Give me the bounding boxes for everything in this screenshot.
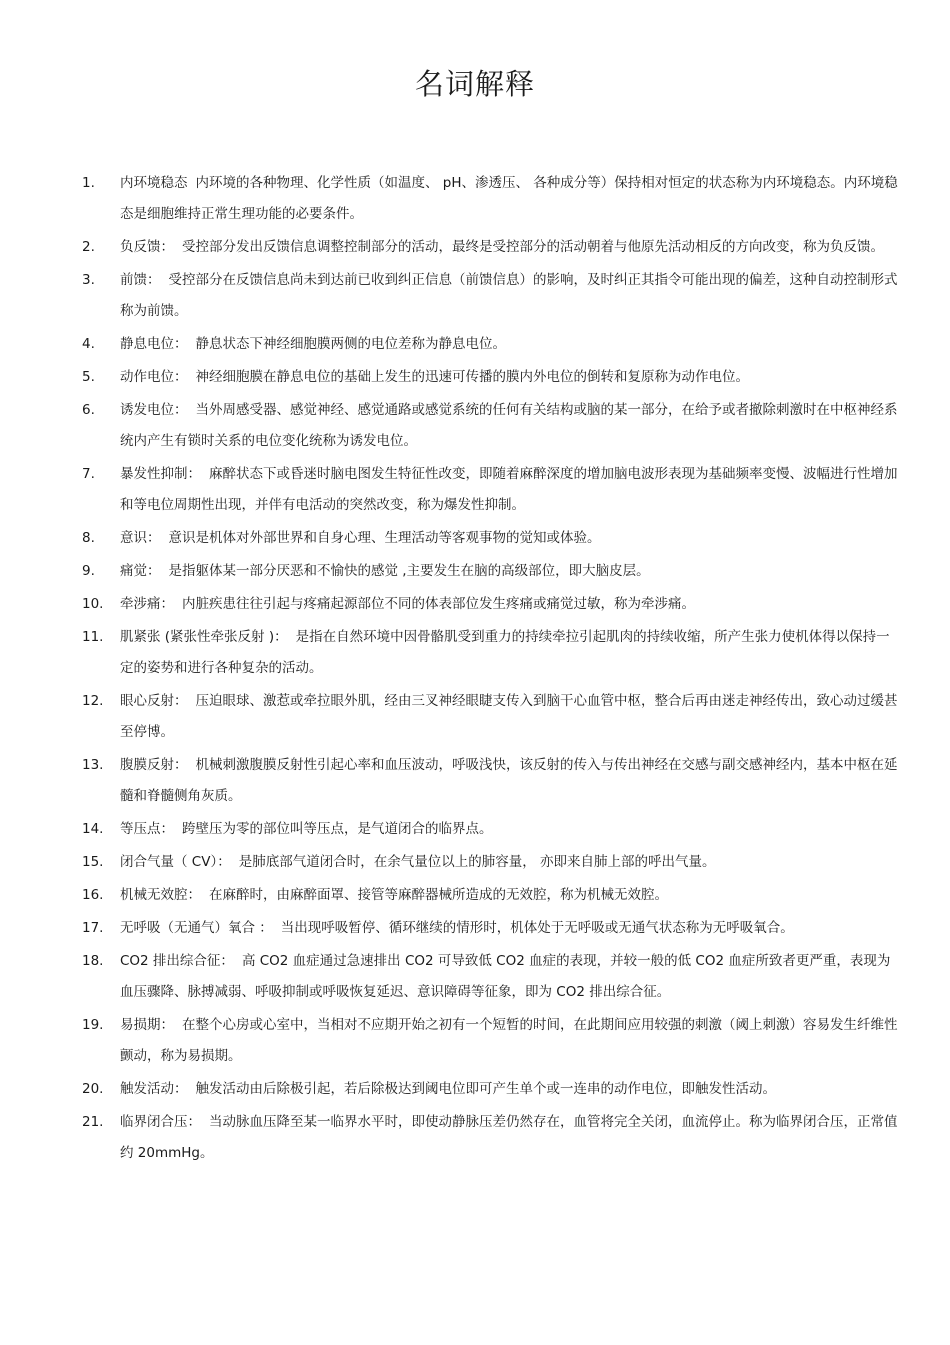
term-entry xyxy=(82,1107,902,1169)
entry-number: 12. xyxy=(82,693,104,709)
entry-body xyxy=(120,946,902,1008)
entry-body xyxy=(120,1107,902,1169)
entry-definition: 内脏疾患往往引起与疼痛起源部位不同的体表部位发生疼痛或痛觉过敏，称为牵涉痛。 xyxy=(182,596,695,612)
entry-term: 痛觉： xyxy=(120,563,161,579)
term-entry xyxy=(82,168,902,230)
entry-number: 15. xyxy=(82,854,104,870)
entry-definition: 在整个心房或心室中，当相对不应期开始之初有一个短暂的时间，在此期间应用较强的刺激（阈上刺激）容易发生纤维性颤动，称为易损期。 xyxy=(120,1017,898,1064)
entry-definition: 高 CO2 血症通过急速排出 CO2 可导致低 CO2 血症的表现，并较一般的低 CO2 血症所致者更严重，表现为血压骤降、脉搏减弱、呼吸抑制或呼吸恢复延迟、意识障碍等征象，即为 CO2 排出综合征。 xyxy=(120,953,891,1000)
entry-body xyxy=(120,459,902,521)
entry-body xyxy=(120,523,902,554)
entry-body xyxy=(120,1010,902,1072)
entry-number: 4. xyxy=(82,336,95,352)
entry-body xyxy=(120,329,902,360)
entry-term: 临界闭合压： xyxy=(120,1114,201,1130)
entry-body xyxy=(120,913,902,944)
entry-number: 6. xyxy=(82,402,95,418)
term-entry xyxy=(82,329,902,360)
term-entry xyxy=(82,395,902,457)
entry-number: 20. xyxy=(82,1081,104,1097)
term-entry xyxy=(82,1074,902,1105)
term-entry xyxy=(82,880,902,911)
entry-definition: 当外周感受器、感觉神经、感觉通路或感觉系统的任何有关结构或脑的某一部分，在给予或者撤除刺激时在中枢神经系统内产生有锁时关系的电位变化统称为诱发电位。 xyxy=(120,402,898,449)
entry-term: 等压点： xyxy=(120,821,174,837)
term-entry xyxy=(82,362,902,393)
page-title: 名词解释 xyxy=(414,67,535,101)
entry-definition: 是指躯体某一部分厌恶和不愉快的感觉 ,主要发生在脑的高级部位，即大脑皮层。 xyxy=(168,563,650,579)
entry-number: 17. xyxy=(82,920,104,936)
entry-body xyxy=(120,750,902,812)
entry-definition: 是肺底部气道闭合时，在余气量位以上的肺容量， 亦即来自肺上部的呼出气量。 xyxy=(238,854,716,870)
term-entry xyxy=(82,814,902,845)
entry-number: 16. xyxy=(82,887,104,903)
entry-number: 10. xyxy=(82,596,104,612)
term-entry xyxy=(82,265,902,327)
entry-number: 5. xyxy=(82,369,95,385)
entry-definition: 当出现呼吸暂停、循环继续的情形时，机体处于无呼吸或无通气状态称为无呼吸氧合。 xyxy=(280,920,794,936)
term-entry xyxy=(82,946,902,1008)
entry-body xyxy=(120,880,902,911)
entry-number: 19. xyxy=(82,1017,104,1033)
entry-body xyxy=(120,395,902,457)
entry-number: 13. xyxy=(82,757,104,773)
entry-body xyxy=(120,232,902,263)
entry-body xyxy=(120,168,902,230)
entry-number: 7. xyxy=(82,466,95,482)
entry-definition: 静息状态下神经细胞膜两侧的电位差称为静息电位。 xyxy=(195,336,506,352)
term-entry xyxy=(82,622,902,684)
term-entry xyxy=(82,686,902,748)
entry-term: 闭合气量（ CV）： xyxy=(120,854,231,870)
entry-number: 18. xyxy=(82,953,104,969)
entry-number: 2. xyxy=(82,239,95,255)
entry-number: 8. xyxy=(82,530,95,546)
entry-definition: 是指在自然环境中因骨骼肌受到重力的持续牵拉引起肌肉的持续收缩，所产生张力使机体得以保持一定的姿势和进行各种复杂的活动。 xyxy=(120,629,890,676)
entry-definition: 触发活动由后除极引起，若后除极达到阈电位即可产生单个或一连串的动作电位，即触发性活动。 xyxy=(195,1081,776,1097)
entry-definition: 跨壁压为零的部位叫等压点，是气道闭合的临界点。 xyxy=(182,821,493,837)
entry-term: 触发活动： xyxy=(120,1081,188,1097)
entry-term: 诱发电位： xyxy=(120,402,188,418)
entry-term: 机械无效腔： xyxy=(120,887,201,903)
entry-term: 牵涉痛： xyxy=(120,596,174,612)
term-entry xyxy=(82,589,902,620)
term-entry xyxy=(82,232,902,263)
entry-term: 静息电位： xyxy=(120,336,188,352)
entry-number: 14. xyxy=(82,821,104,837)
entry-term: CO2 排出综合征： xyxy=(120,953,234,969)
entry-body xyxy=(120,265,902,327)
entry-term: 无呼吸（无通气）氧合 ： xyxy=(120,920,273,936)
term-entry xyxy=(82,847,902,878)
entry-definition: 麻醉状态下或昏迷时脑电图发生特征性改变，即随着麻醉深度的增加脑电波形表现为基础频率变慢、波幅进行性增加和等电位周期性出现，并伴有电活动的突然改变，称为爆发性抑制。 xyxy=(120,466,898,513)
entry-definition: 受控部分发出反馈信息调整控制部分的活动，最终是受控部分的活动朝着与他原先活动相反的方向改变，称为负反馈。 xyxy=(182,239,884,255)
entry-number: 11. xyxy=(82,629,104,645)
entry-term: 腹膜反射： xyxy=(120,757,188,773)
entry-number: 1. xyxy=(82,175,95,191)
entry-term: 前馈： xyxy=(120,272,161,288)
entry-term: 意识： xyxy=(120,530,161,546)
entry-body xyxy=(120,589,902,620)
term-entry xyxy=(82,913,902,944)
entry-definition: 意识是机体对外部世界和自身心理、生理活动等客观事物的觉知或体验。 xyxy=(168,530,601,546)
entry-body xyxy=(120,622,902,684)
entry-number: 21. xyxy=(82,1114,104,1130)
entry-term: 内环境稳态 xyxy=(120,175,188,191)
entry-definition: 神经细胞膜在静息电位的基础上发生的迅速可传播的膜内外电位的倒转和复原称为动作电位。 xyxy=(195,369,749,385)
entry-term: 负反馈： xyxy=(120,239,174,255)
entry-definition: 机械刺激腹膜反射性引起心率和血压波动，呼吸浅快，该反射的传入与传出神经在交感与副交感神经内，基本中枢在延髓和脊髓侧角灰质。 xyxy=(120,757,898,804)
entry-term: 眼心反射： xyxy=(120,693,188,709)
term-entry xyxy=(82,459,902,521)
entry-body xyxy=(120,1074,902,1105)
entry-body xyxy=(120,686,902,748)
term-entry xyxy=(82,750,902,812)
entry-term: 暴发性抑制： xyxy=(120,466,201,482)
entry-definition: 在麻醉时，由麻醉面罩、接管等麻醉器械所造成的无效腔，称为机械无效腔。 xyxy=(209,887,668,903)
entry-definition: 内环境的各种物理、化学性质（如温度、 pH、渗透压、 各种成分等）保持相对恒定的状态称为内环境稳态。内环境稳态是细胞维持正常生理功能的必要条件。 xyxy=(120,175,898,222)
term-list xyxy=(82,168,902,1171)
entry-definition: 压迫眼球、激惹或牵拉眼外肌，经由三叉神经眼睫支传入到脑干心血管中枢，整合后再由迷走神经传出，致心动过缓甚至停博。 xyxy=(120,693,898,740)
entry-term: 肌紧张 (紧张性牵张反射 )： xyxy=(120,629,288,645)
term-entry xyxy=(82,523,902,554)
entry-number: 9. xyxy=(82,563,95,579)
entry-body xyxy=(120,814,902,845)
entry-term: 动作电位： xyxy=(120,369,188,385)
entry-definition: 当动脉血压降至某一临界水平时，即使动静脉压差仍然存在，血管将完全关闭，血流停止。称为临界闭合压，正常值约 20mmHg。 xyxy=(120,1114,898,1161)
entry-body xyxy=(120,556,902,587)
term-entry xyxy=(82,556,902,587)
entry-term: 易损期： xyxy=(120,1017,174,1033)
entry-definition: 受控部分在反馈信息尚未到达前已收到纠正信息（前馈信息）的影响，及时纠正其指令可能出现的偏差，这种自动控制形式称为前馈。 xyxy=(120,272,898,319)
term-entry xyxy=(82,1010,902,1072)
entry-body xyxy=(120,847,902,878)
entry-number: 3. xyxy=(82,272,95,288)
entry-body xyxy=(120,362,902,393)
